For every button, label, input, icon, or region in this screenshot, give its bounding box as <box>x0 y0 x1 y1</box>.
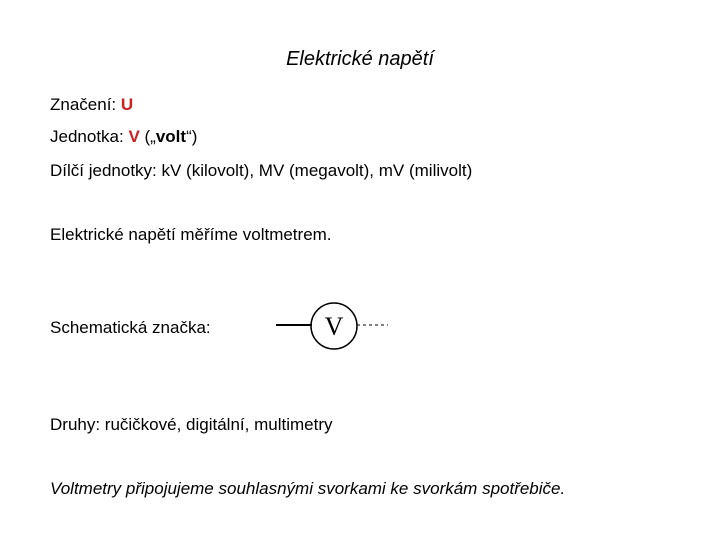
symbol-letter: V <box>324 312 344 341</box>
types-line: Druhy: ručičkové, digitální, multimetry <box>50 415 333 434</box>
unit-line <box>50 127 197 147</box>
unit-name: volt <box>155 127 187 146</box>
subunits-line: Dílčí jednotky: kV (kilovolt), MV (megavolt), mV (milivolt) <box>50 161 473 180</box>
connection-line: Voltmetry připojujeme souhlasnými svorkami ke svorkám spotřebiče. <box>50 479 566 498</box>
unit-value: V <box>128 127 140 146</box>
symbol-label: Značení: <box>50 95 121 114</box>
page-title: Elektrické napětí <box>286 48 434 70</box>
schematic-label: Schematická značka: <box>50 318 211 337</box>
symbol-line <box>50 95 133 115</box>
symbol-value: U <box>120 95 134 114</box>
unit-rest-open: („ <box>139 127 156 146</box>
unit-label: Jednotka: <box>50 127 129 146</box>
unit-rest-close: “) <box>186 127 198 146</box>
voltmeter-symbol-icon <box>270 298 400 358</box>
measure-line: Elektrické napětí měříme voltmetrem. <box>50 225 332 244</box>
